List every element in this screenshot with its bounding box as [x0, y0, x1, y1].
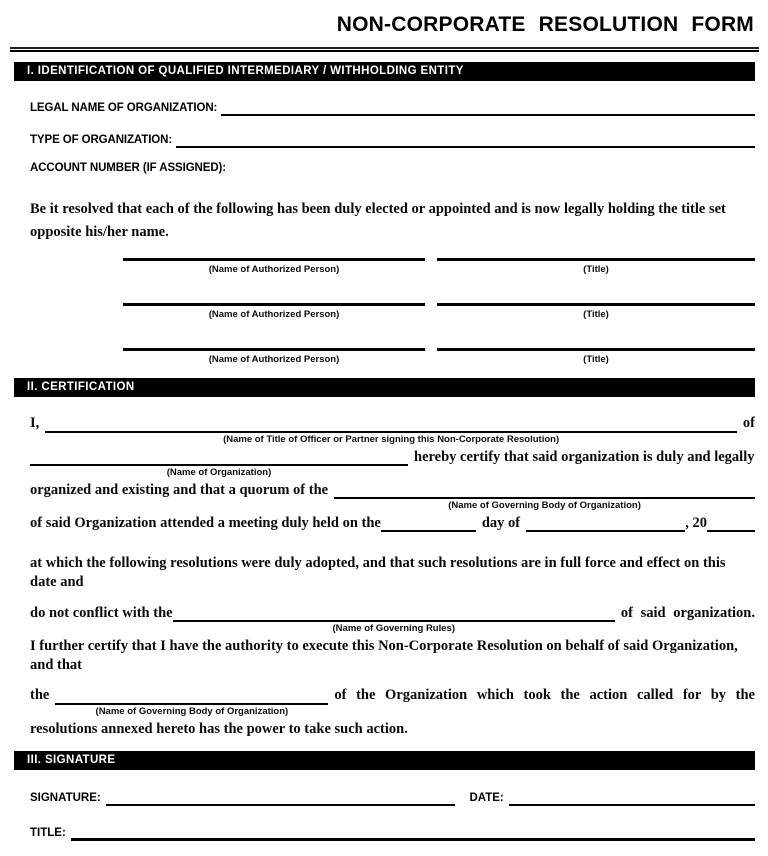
authorized-person-row: [123, 348, 755, 365]
authorized-person-row: [123, 258, 755, 275]
authorized-person-title-cell: [437, 258, 755, 275]
signer-prefix-text: I,: [30, 415, 40, 432]
title-line[interactable]: [71, 827, 755, 841]
governing-body-action-caption: (Name of Governing Body of Organization): [95, 705, 289, 717]
organization-name-line[interactable]: [30, 464, 408, 478]
authority-text: I further certify that I have the authority to execute this Non-Corporate Resolution on behalf of said Organization, and that: [30, 637, 738, 673]
authorized-person-name-cell: [123, 303, 425, 320]
signature-line[interactable]: [106, 792, 456, 806]
authorized-person-name-cell: [123, 348, 425, 365]
meeting-date-row: [30, 514, 755, 532]
section-header-signature: III. SIGNATURE: [14, 751, 755, 770]
power-to-act-text: resolutions annexed hereto has the power to take such action.: [30, 720, 408, 737]
section-header-identification: I. IDENTIFICATION OF QUALIFIED INTERMEDIARY / WITHHOLDING ENTITY: [14, 62, 755, 81]
resolved-paragraph: Be it resolved that each of the following has been duly elected or appointed and is now legally holding the title set opposite his/her name.: [30, 201, 726, 241]
meeting-prefix-text: of said Organization attended a meeting duly held on the: [30, 514, 381, 531]
title-row: [30, 827, 755, 841]
meeting-year-line[interactable]: [707, 530, 755, 532]
signature-label: SIGNATURE:: [30, 792, 101, 805]
type-of-organization-line[interactable]: [176, 133, 755, 148]
governing-body-action-row: [30, 686, 755, 717]
conflict-prefix-text: do not conflict with the: [30, 604, 173, 621]
authorized-person-name-caption: (Name of Authorized Person): [208, 264, 340, 276]
action-suffix-text: of the Organization which took the action called for by the: [334, 687, 755, 704]
type-of-organization-label: TYPE OF ORGANIZATION:: [30, 134, 173, 146]
legal-name-label: LEGAL NAME OF ORGANIZATION:: [30, 102, 218, 114]
title-divider: [10, 47, 759, 49]
page-title: NON-CORPORATE RESOLUTION FORM: [336, 13, 754, 36]
meeting-month-line[interactable]: [526, 530, 685, 532]
date-line[interactable]: [509, 792, 755, 806]
signer-row: [30, 414, 755, 445]
authorized-person-name-cell: [123, 258, 425, 275]
quorum-row: [30, 481, 755, 511]
resolutions-adopted-text: at which the following resolutions were duly adopted, and that such resolutions are in full force and effect on this date and: [30, 554, 726, 590]
governing-rules-line[interactable]: [173, 620, 615, 634]
type-of-organization-row: [30, 133, 755, 148]
authorized-person-name-caption: (Name of Authorized Person): [208, 309, 340, 321]
authorized-person-title-cell: [437, 303, 755, 320]
governing-body-line[interactable]: [334, 497, 755, 511]
signer-name-caption: (Name of Title of Officer or Partner signing this Non-Corporate Resolution): [223, 433, 560, 445]
signature-date-row: [30, 792, 755, 806]
authorized-person-title-caption: (Title): [583, 309, 609, 321]
signer-name-line[interactable]: [45, 431, 737, 445]
governing-body-action-line[interactable]: [55, 703, 328, 717]
authorized-person-title-cell: [437, 348, 755, 365]
authorized-person-list: [123, 258, 755, 365]
certify-text: hereby certify that said organization is duly and legally: [414, 448, 755, 465]
authorized-person-row: [123, 303, 755, 320]
certification-body: [30, 414, 755, 738]
day-of-text: day of: [481, 514, 521, 531]
organization-name-row: [30, 448, 755, 478]
signature-block: [30, 792, 755, 841]
meeting-day-line[interactable]: [381, 530, 476, 532]
account-number-row: [30, 162, 755, 176]
legal-name-row: [30, 101, 755, 116]
governing-rules-row: [30, 604, 755, 634]
the-prefix-text: the: [30, 687, 50, 704]
title-label: TITLE:: [30, 827, 66, 840]
authorized-person-name-caption: (Name of Authorized Person): [208, 354, 340, 366]
conflict-suffix-text: of said organization.: [620, 604, 755, 621]
quorum-prefix-text: organized and existing and that a quorum of the: [30, 481, 329, 498]
year-prefix-text: , 20: [685, 514, 707, 531]
section-header-certification: II. CERTIFICATION: [14, 378, 755, 397]
authorized-person-title-caption: (Title): [583, 354, 609, 366]
date-label: DATE:: [469, 792, 504, 805]
governing-body-caption: (Name of Governing Body of Organization): [448, 499, 641, 511]
authorized-person-title-caption: (Title): [583, 264, 609, 276]
account-number-label: ACCOUNT NUMBER (IF ASSIGNED):: [30, 162, 226, 174]
organization-name-caption: (Name of Organization): [166, 466, 272, 478]
governing-rules-caption: (Name of Governing Rules): [332, 622, 455, 634]
signer-suffix-text: of: [742, 415, 755, 432]
legal-name-line[interactable]: [221, 101, 755, 116]
